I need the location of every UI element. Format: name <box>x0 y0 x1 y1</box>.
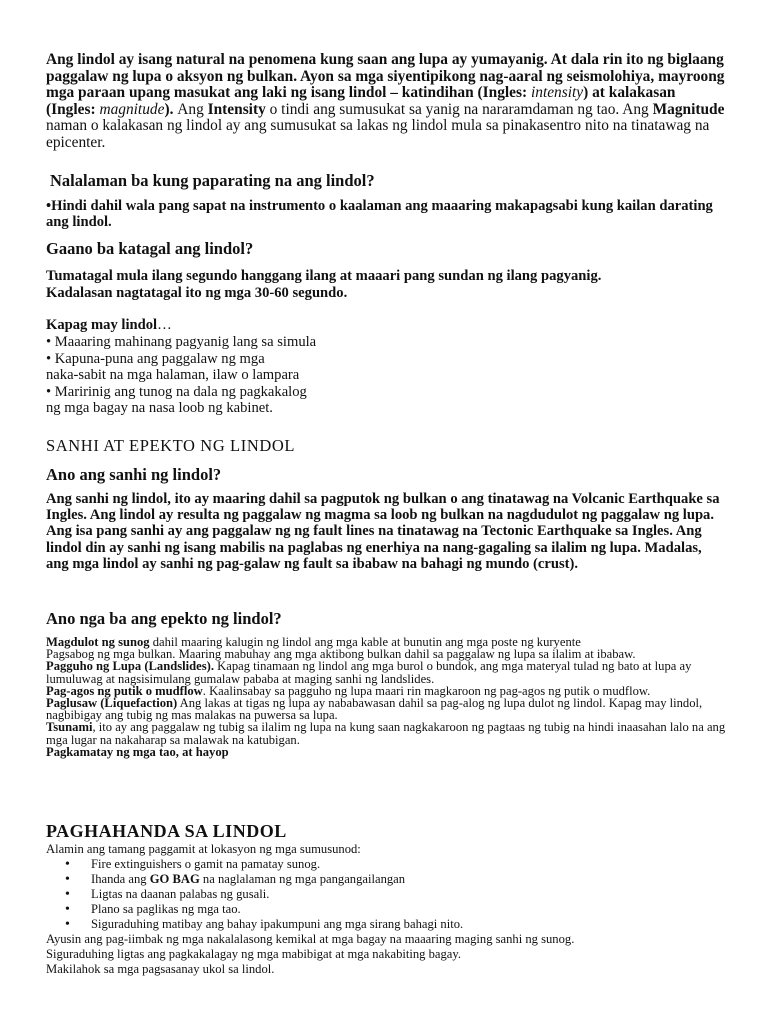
effect-casualties: Pagkamatay ng mga tao, at hayop <box>46 744 229 759</box>
effect-mudflow-text: . Kaalinsabay sa pagguho ng lupa maari rin magkaroon ng pag-agos ng putik o mudflow. <box>202 683 651 698</box>
signs-list <box>46 334 728 417</box>
checklist-item-bold: GO BAG <box>149 872 200 886</box>
answer-warning: •Hindi dahil wala pang sapat na instrumento o kaalaman ang maaaring makapagsabi kung kailan darating ang lindol. <box>46 198 713 231</box>
effect-landslide-label: Pagguho ng Lupa (Landslides). <box>46 659 214 674</box>
effect-tsunami <box>46 721 728 745</box>
intro-text-1: Ang lindol ay isang natural na penomena kung saan ang lupa ay yumayanig. At dala rin ito ng biglaang paggalaw ng lupa o aksyon ng bulkan. Ayon sa mga siyentipikong nag-aaral ng seismolohiya, mayroong mga paraan upang masukat ang laki ng isang lindol – katindihan (Ingles: <box>46 51 725 101</box>
effect-tsunami-text: , ito ay ang paggalaw ng tubig sa ilalim ng lupa na kung saan nagkakaroon ng pagtaas ng tubig na hindi inaasahan lalo na ang mga lugar na nakaharap sa malawak na katubigan. <box>46 720 726 747</box>
question-heading-duration: Gaano ba katagal ang lindol? <box>46 239 254 258</box>
intro-paragraph <box>46 52 728 151</box>
checklist-item-text-end: na naglalaman ng mga pangangailangan <box>199 872 406 886</box>
question-heading-cause: Ano ang sanhi ng lindol? <box>46 465 222 484</box>
intro-text-2: ) at kalakasan (Ingles: <box>46 84 676 118</box>
checklist-item <box>91 887 728 902</box>
preparation-line-3: Makilahok sa mga pagsasanay ukol sa lindol. <box>46 962 275 976</box>
preparation-line-2: Siguraduhing ligtas ang pagkakalagay ng mga mabibigat at mga nakabiting bagay. <box>46 947 462 961</box>
intro-text-5: o tindi ang sumusukat sa yanig na nararamdaman ng tao. Ang <box>265 100 653 118</box>
signs-line-1: • Maaaring mahinang pagyanig lang sa simula <box>46 334 317 350</box>
answer-duration-line-2: Kadalasan nagtatagal ito ng mga 30-60 segundo. <box>46 285 348 301</box>
effect-tsunami-label: Tsunami <box>46 720 93 735</box>
effect-landslide <box>46 660 728 684</box>
effect-mudflow-label: Pag-agos ng putik o mudflow <box>46 683 203 698</box>
signs-heading-bold: Kapag may lindol <box>46 317 158 333</box>
intro-text-4: Ang <box>177 100 208 118</box>
signs-heading-ellipsis: … <box>157 317 172 333</box>
checklist-item <box>91 872 728 887</box>
checklist-item <box>91 857 728 872</box>
preparation-line-1: Ayusin ang pag-iimbak ng mga nakalalasong kemikal at mga bagay na maaaring maging sanhi ng sunog. <box>46 932 575 946</box>
effect-fire-text: dahil maaring kalugin ng lindol ang mga kable at bunutin ang mga poste ng kuryente <box>149 635 581 649</box>
signs-line-2: • Kapuna-puna ang paggalaw ng mga <box>46 350 265 367</box>
intro-magnitude-bold: Magnitude <box>652 100 725 118</box>
signs-line-4: • Maririnig ang tunog na dala ng pagkakalog <box>46 383 307 400</box>
signs-heading <box>46 317 728 333</box>
preparation-checklist <box>46 857 728 932</box>
effect-liquefaction-text: Ang lakas at tigas ng lupa ay nababawasan dahil sa pag-alog ng lupa dulot ng lindol. Kapag may lindol, nagbibigay ang tubig ng mas malakas na puwersa sa lupa. <box>46 696 703 723</box>
intro-text-6: naman o kalakasan ng lindol ay ang sumusukat sa lakas ng lindol mula sa pinakasentro nito na tinatawag na epicenter. <box>46 117 710 151</box>
checklist-item-text: Plano sa paglikas ng mga tao. <box>91 902 241 916</box>
intro-intensity-bold: Intensity <box>207 100 266 118</box>
checklist-item-text: Siguraduhing matibay ang bahay ipakumpuni ang mga sirang bahagi nito. <box>91 917 464 931</box>
preparation-block <box>46 842 728 977</box>
effect-liquefaction <box>46 697 728 721</box>
intro-magnitude-term: magnitude <box>99 100 165 118</box>
effect-liquefaction-label: Paglusaw (Liquefaction) <box>46 696 178 711</box>
section-title-causes-effects: SANHI AT EPEKTO NG LINDOL <box>46 436 296 455</box>
intro-intensity-term: intensity <box>530 84 584 101</box>
intro-text-3: ). <box>164 100 178 118</box>
checklist-item <box>91 917 728 932</box>
question-heading-effects: Ano nga ba ang epekto ng lindol? <box>46 609 282 628</box>
effect-fire-label: Magdulot ng sunog <box>46 635 150 649</box>
preparation-intro: Alamin ang tamang paggamit at lokasyon ng mga sumusunod: <box>46 842 361 856</box>
effect-volcano: Pagsabog ng mga bulkan. Maaring mabuhay ang mga aktibong bulkan dahil sa paggalaw ng lupa sa ilalim at ibabaw. <box>46 647 636 662</box>
effects-list <box>46 636 728 758</box>
signs-line-3: naka-sabit na mga halaman, ilaw o lampara <box>46 367 300 383</box>
checklist-item <box>91 902 728 917</box>
signs-line-5: ng mga bagay na nasa loob ng kabinet. <box>46 400 273 416</box>
question-heading-warning: Nalalaman ba kung paparating na ang lindol? <box>50 171 375 190</box>
checklist-item-text: Ihanda ang <box>91 872 150 886</box>
answer-duration-line-1: Tumatagal mula ilang segundo hanggang ilang at maaari pang sundan ng ilang pagyanig. <box>46 268 602 284</box>
cause-paragraph: Ang sanhi ng lindol, ito ay maaring dahil sa pagputok ng bulkan o ang tinatawag na Volcanic Earthquake sa Ingles. Ang lindol ay resulta ng paggalaw ng magma sa loob ng bulkan na nagdudulot ng paggalaw ng lupa. Ang isa pang sanhi ay ang paggalaw ng ng fault lines na tinatawag na Tectonic Earthquake sa Ingles. Ang lindol din ay sanhi ng isang mabilis na paglabas ng enerhiya na nang-gagaling sa ilalim ng lupa. Madalas, ang mga lindol ay sanhi ng pag-galaw ng fault sa ibabaw na bahagi ng mundo (crust). <box>46 491 720 572</box>
checklist-item-text: Ligtas na daanan palabas ng gusali. <box>91 887 270 901</box>
checklist-item-text: Fire extinguishers o gamit na pamatay sunog. <box>91 857 321 871</box>
section-title-preparation: PAGHAHANDA SA LINDOL <box>46 821 287 841</box>
effect-landslide-text: Kapag tinamaan ng lindol ang mga burol o bundok, ang mga materyal tulad ng bato at lupa ay lumuluwag at nagsisimulang gumalaw pababa at maging sanhi ng landslides. <box>46 659 692 686</box>
